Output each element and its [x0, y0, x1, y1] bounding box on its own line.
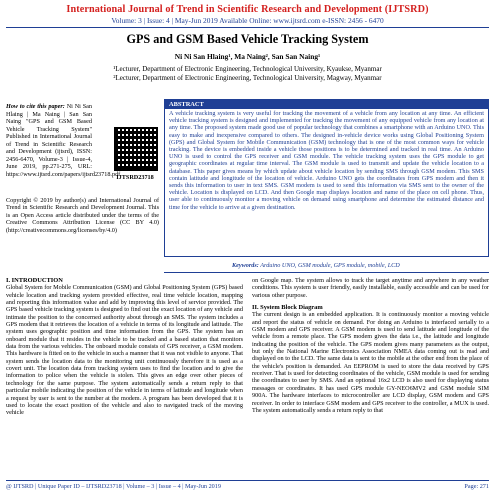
- citation-block: [6, 103, 159, 234]
- keywords-label: Keywords:: [232, 262, 259, 269]
- journal-title: International Journal of Trend in Scientific Research and Development (IJTSRD): [66, 4, 429, 15]
- footer-info: @ IJTSRD | Unique Paper ID – IJTSRD23718 | Volume – 3 | Issue – 4 | May-Jun 2019: [6, 483, 221, 490]
- paper-id: IJTSRD23718: [116, 174, 154, 181]
- abstract-box: [164, 99, 489, 257]
- page-number: Page: 271: [464, 483, 489, 490]
- right-column: [252, 277, 489, 414]
- keywords-list: Arduino UNO, GSM module, GPS module, mobile, LCD: [258, 262, 400, 269]
- copyright-notice: Copyright © 2019 by author(s) and International Journal of Trend in Scientific Research and Development Journal. This is an Open Access article distributed under the terms of the Creative Commons Attribution License (CC BY 4.0) (http://creativecommons.org/licenses/by/4.0): [6, 197, 159, 234]
- citation-text: [6, 103, 121, 178]
- header-divider: [6, 27, 489, 28]
- journal-header: [0, 4, 495, 25]
- keywords-line: [232, 262, 400, 269]
- block-diagram-text: The current design is an embedded application. It is continuously monitor a moving vehicle and report the status of vehicle on demand. For doing an Arduino is interfaced serially to a GSM modem and GPS receiver. A GSM modem is used to send latitude and longitude of the vehicle from a remote place. The GPS modem gives the data i.e., the latitude and longitude indicating the position of the vehicle. The GPS modem gives many parameters as the output, but only the National Marine Electronics Association NMEA data coming out is read and displayed on to the LCD. The same data is sent to the mobile at the other end from the place of the vehicle's position is demanded. An EEPROM is used to store the data received by GPS receiver. That is used for detecting coordinates of the vehicle, GSM module is used for sending the coordinates to user by SMS. And an optional 16x2 LCD is also used for displaying status messages or coordinates. It has used GPS module GY-NEO6MV2 and GSM module SIM 900A. The hardware interfaces to microcontroller are LCD display, GSM modem and GPS receiver. In order to interface GSM modem and GPS receiver to the controller, a MUX is used. The system automatically sends a return reply to that: [252, 311, 489, 414]
- citation-body: Ni Ni San Hlaing | Ma Naing | San San Naing "GPS and GSM Based Vehicle Tracking System" Published in International Journal of Trend in Scientific Research and Development (ijtsrd), ISSN: 2456-6470, Volume-3 | Issue-4, June 2019, pp.271-275, URL: https://www.ijtsrd.com/papers/ijtsrd23718.pdf: [6, 103, 121, 178]
- paper-title: GPS and GSM Based Vehicle Tracking System: [126, 32, 369, 46]
- introduction-text: Global System for Mobile Communication (GSM) and Global Positioning System (GPS) based vehicle location and tracking system provided effective, real time vehicle location, mapping and reporting this information value and add by improving this level of service provided. The GPS based vehicle tracking system is designed to find out the exact location of any vehicle and intimate the position to the concerned authority about through an SMS. The system includes a GPS modem that it retrieves the location of a vehicle in terms of its longitude and latitude. The system uses geographic position and time information from the GPS. The system has an onboard module that it resides in the vehicle to be tracked and a based station that monitors data from the various vehicles. The onboard module consists of GPS receiver, a GSM modem. This hardware is fitted on to the vehicle in such a manner that it was not visible to anyone. That system sends the location data to the monitoring unit continuously therefore it is used as a covert unit. The location data from tracking system uses to find the location and to give the information to police when the vehicle is stolen. This gives an edge over other pieces of technology for the same purpose. The system automatically sends a return reply to that particular mobile indicating the position of the vehicle in terms of latitude and longitude when a request by user is sent to the number at the modem. A program has been developed that it is used to locate the exact position of the vehicle and also to navigated track of the moving vehicle: [6, 284, 243, 417]
- abstract-heading: ABSTRACT: [165, 100, 488, 109]
- section-heading-introduction: I. INTRODUCTION: [6, 277, 63, 284]
- affiliation-2: ²Lecturer, Department of Electronic Engineering, Technological University, Magway, Myanmar: [113, 74, 382, 82]
- paper-authors: Ni Ni San Hlaing¹, Ma Naing², San San Naing¹: [174, 52, 321, 61]
- qr-code: [114, 127, 158, 171]
- affiliation-1: ¹Lecturer, Department of Electronic Engineering, Technological University, Kyaukse, Myanmar: [113, 65, 382, 73]
- abstract-divider: [164, 272, 489, 273]
- section-heading-block-diagram: II. System Block Diagram: [252, 304, 323, 312]
- footer-divider: [6, 480, 489, 481]
- citation-label: How to cite this paper:: [6, 103, 65, 110]
- left-column: [6, 277, 243, 417]
- introduction-continued: on Google map. The system allows to track the target anytime and anywhere in any weather conditions. This system is user friendly, easily installable, easily accessible and can be used for various other purpose.: [252, 277, 489, 299]
- abstract-text: A vehicle tracking system is very useful for tracking the movement of a vehicle from any location at any time. An efficient vehicle tracking system is designed and implemented for tracking the movement of any equipped vehicle from any location at any time. The proposed system made good use of popular technology that combines a smartphone with an Arduino UNO. This easy to make and inexpensive compared to others. The designed in-vehicle device works using Global Positioning System (GPS) and Global System for Mobile Communication (GSM) technology that is one of the most common ways for vehicle tracking. The device is embedded inside a vehicle those positions is to be determined and tracked in real time. An Arduino UNO is used to control the GPS receiver and GSM module. The vehicle tracking system uses the GPS module to get geographic coordinates at regular time interval. The GSM module is used to transmit and update the vehicle location to a database. This paper gives means by which update about vehicle location by sending SMS through GSM modem. This SMS contain latitude and longitude of the location of vehicle. Arduino UNO gets the coordinates from GPS modem and then it sends this information to user in text SMS. GSM modem is used to send this information via SMS sent to the owner of the vehicle. Location is displayed on LCD. And then Google map displays location and name of the place on cell phone. Thus, user able to continuously monitor a moving vehicle on demand using smartphone and determine the estimated distance and time for the vehicle to arrive at a given destination.: [169, 110, 484, 211]
- journal-issue-line: Volume: 3 | Issue: 4 | May-Jun 2019 Available Online: www.ijtsrd.com e-ISSN: 2456 - 6470: [111, 16, 384, 25]
- page-footer: [6, 483, 489, 490]
